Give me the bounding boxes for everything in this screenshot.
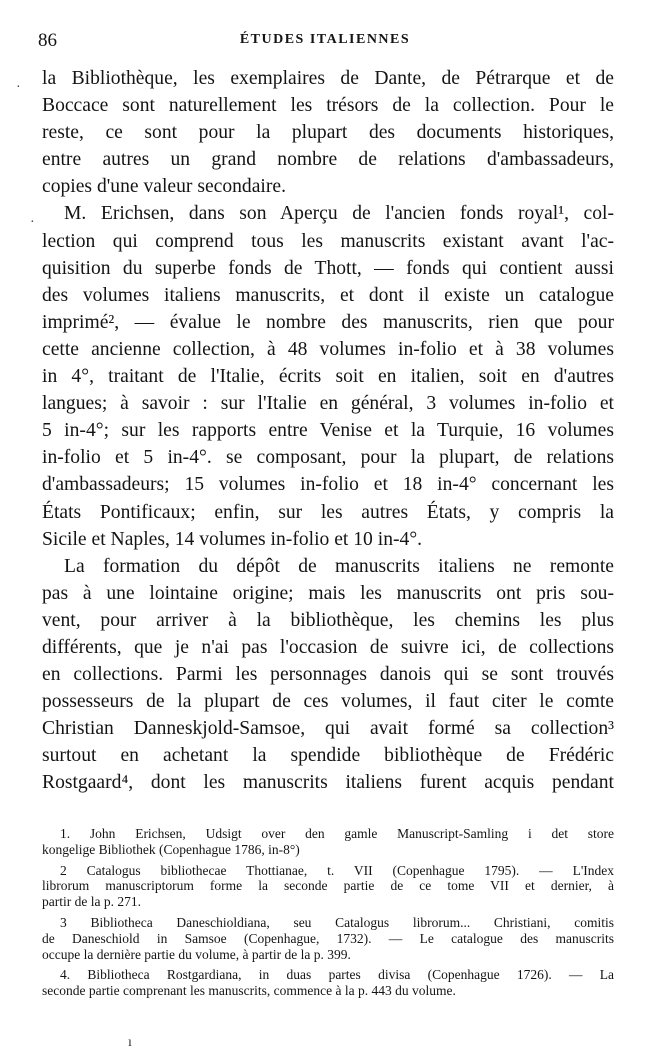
body-line: la Bibliothèque, les exemplaires de Dante, de Pétrarque et de bbox=[42, 68, 614, 89]
stray-mark: · bbox=[30, 215, 35, 230]
body-line: surtout en achetant la spendide bibliothèque de Frédéric bbox=[42, 745, 614, 767]
footnote-line: occupe la dernière partie du volume, à partir de la p. 399. bbox=[42, 946, 351, 962]
body-line: d'ambassadeurs; 15 volumes in-folio et 18 in-4° concernant les bbox=[42, 474, 614, 496]
page-number: 86 bbox=[38, 30, 57, 51]
footnotes bbox=[42, 826, 614, 999]
body-text bbox=[42, 65, 614, 797]
body-line: en collections. Parmi les personnages danois qui se sont trouvés bbox=[42, 664, 614, 686]
body-line: États Pontificaux; enfin, sur les autres États, y compris la bbox=[42, 501, 614, 523]
footnote-line: 2 Catalogus bibliothecae Thottianae, t. VII (Copenhague 1795). — L'Index bbox=[60, 862, 614, 878]
body-line: Christian Danneskjold-Samsoe, qui avait formé sa collection³ bbox=[42, 718, 614, 740]
footnote-line: de Daneschiold in Samsoe (Copenhague, 1732). — Le catalogue des manuscrits bbox=[42, 930, 614, 946]
body-line: reste, ce sont pour la plupart des documents historiques, bbox=[42, 122, 614, 144]
body-line: des volumes italiens manuscrits, et dont il existe un catalogue bbox=[42, 284, 614, 306]
body-line: 5 in-4°; sur les rapports entre Venise et la Turquie, 16 volumes bbox=[42, 420, 614, 442]
body-line: imprimé², — évalue le nombre des manuscrits, rien que pour bbox=[42, 311, 614, 333]
footnote-line: 1. John Erichsen, Udsigt over den gamle Manuscript-Samling i det store bbox=[60, 826, 614, 841]
body-line: in-folio et 5 in-4°. se composant, pour la plupart, de relations bbox=[42, 447, 614, 469]
body-line: quisition du superbe fonds de Thott, — fonds qui contient aussi bbox=[42, 257, 614, 279]
footnote-line: 3 Bibliotheca Daneschioldiana, seu Catalogus librorum... Christiani, comitis bbox=[60, 914, 614, 930]
running-title: ÉTUDES ITALIENNES bbox=[239, 32, 411, 47]
stray-mark: ı bbox=[128, 1035, 132, 1050]
body-line: in 4°, traitant de l'Italie, écrits soit en italien, soit en d'autres bbox=[42, 366, 614, 388]
footnote-line: 4. Bibliotheca Rostgardiana, in duas partes divisa (Copenhague 1726). — La bbox=[60, 967, 614, 983]
body-line: Boccace sont naturellement les trésors de la collection. Pour le bbox=[42, 95, 614, 117]
body-line: langues; à savoir : sur l'Italie en général, 3 volumes in-folio et bbox=[42, 393, 614, 415]
body-line: La formation du dépôt de manuscrits italiens ne remonte bbox=[64, 555, 614, 577]
footnote-line: seconde partie comprenant les manuscrits, commence à la p. 443 du volume. bbox=[42, 983, 456, 999]
body-line: copies d'une valeur secondaire. bbox=[42, 176, 286, 198]
footnote-line: librorum manuscriptorum forme la seconde partie de ce tome VII et dernier, à bbox=[42, 878, 614, 894]
body-line: lection qui comprend tous les manuscrits existant avant l'ac- bbox=[42, 230, 614, 252]
body-line: Rostgaard⁴, dont les manuscrits italiens furent acquis pendant bbox=[42, 772, 614, 794]
body-line: cette ancienne collection, à 48 volumes in-folio et à 38 volumes bbox=[42, 338, 614, 360]
body-line: possesseurs de la plupart de ces volumes, il faut citer le comte bbox=[42, 691, 614, 713]
stray-mark: · bbox=[16, 80, 21, 95]
body-line: M. Erichsen, dans son Aperçu de l'ancien fonds royal¹, col- bbox=[64, 203, 614, 225]
body-line: entre autres un grand nombre de relations d'ambassadeurs, bbox=[42, 149, 614, 171]
body-line: différents, que je n'ai pas l'occasion de suivre ici, de collections bbox=[42, 636, 614, 658]
footnote-line: partir de la p. 271. bbox=[42, 894, 141, 910]
body-line: pas à une lointaine origine; mais les manuscrits ont pris sou- bbox=[42, 582, 614, 604]
body-line: vent, pour arriver à la bibliothèque, les chemins les plus bbox=[42, 609, 614, 631]
footnote-line: kongelige Bibliothek (Copenhague 1786, in-8°) bbox=[42, 841, 300, 857]
body-line: Sicile et Naples, 14 volumes in-folio et 10 in-4°. bbox=[42, 528, 423, 550]
